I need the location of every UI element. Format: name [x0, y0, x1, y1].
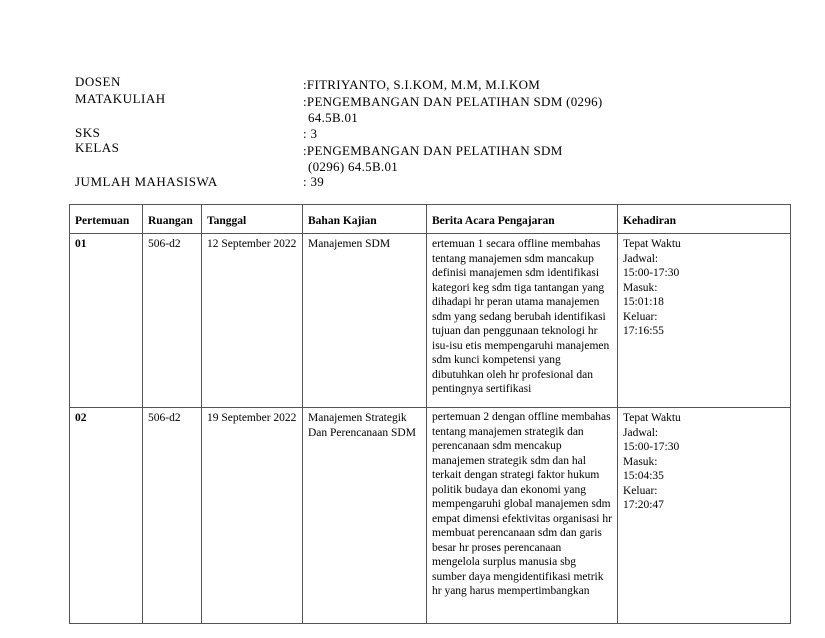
- jumlah-mahasiswa-label: JUMLAH MAHASISWA: [75, 174, 218, 189]
- col-header-kehadiran: Kehadiran: [618, 205, 791, 234]
- sks-value: : 3: [303, 126, 318, 141]
- kehadiran-jadwal: 15:00-17:30: [623, 267, 680, 279]
- bahan-kajian-cell: Manajemen Strategik Dan Perencanaan SDM: [303, 408, 427, 624]
- kelas-label: KELAS: [75, 140, 120, 155]
- kehadiran-status: Tepat Waktu: [623, 412, 681, 424]
- bahan-kajian-cell: Manajemen SDM: [303, 234, 427, 408]
- kehadiran-jadwal: 15:00-17:30: [623, 441, 680, 453]
- col-header-pertemuan: Pertemuan: [70, 205, 143, 234]
- col-header-tanggal: Tanggal: [202, 205, 303, 234]
- pertemuan-cell: 01: [70, 234, 143, 408]
- kelas-value-line1: :PENGEMBANGAN DAN PELATIHAN SDM: [303, 143, 563, 158]
- kehadiran-keluar: 17:20:47: [623, 499, 664, 511]
- matakuliah-value-line1: :PENGEMBANGAN DAN PELATIHAN SDM (0296): [303, 94, 603, 109]
- pertemuan-cell: 02: [70, 408, 143, 624]
- berita-acara-text: ertemuan 1 secara offline membahas tentang manajemen sdm mancakup definisi manajemen sdm identifikasi kategori keg sdm tiga tantangan yang dihadapi hr peran utama manajemen sdm yang sedang berubah identifikasi tujuan dan penggunaan teknologi hr isu-isu etis mempengaruhi manajemen sdm kunci kompetensi yang dibutuhkan oleh hr profesional dan pentingnya sertifikasi: [432, 238, 610, 395]
- kehadiran-status: Tepat Waktu: [623, 238, 681, 250]
- kehadiran-masuk: 15:04:35: [623, 470, 664, 482]
- kehadiran-keluar-label: Keluar:: [623, 310, 658, 323]
- jumlah-mahasiswa-value: : 39: [303, 174, 325, 189]
- kehadiran-cell: [618, 408, 791, 624]
- berita-acara-text: pertemuan 2 dengan offline membahas tentang manajemen strategik dan perencanaan sdm mencakup manajemen strategik sdm dan hal terkait dengan strategi faktor hukum politik budaya dan ekonomi yang mempengaruhi global manajemen sdm empat dimensi efektivitas organisasi hr membuat perencanaan sdm dan garis besar hr proses perencanaan mengelola surplus manusia sbg sumber daya mengidentifikasi metrik hr yang harus mempertimbangkan: [432, 411, 612, 597]
- table-header-row: [70, 205, 791, 234]
- kehadiran-masuk: 15:01:18: [623, 296, 664, 308]
- ruangan-cell: 506-d2: [143, 408, 202, 624]
- matakuliah-label: MATAKULIAH: [75, 91, 166, 106]
- table-row: [70, 234, 791, 408]
- col-header-berita-acara: Berita Acara Pengajaran: [427, 205, 618, 234]
- dosen-value: :FITRIYANTO, S.I.KOM, M.M, M.I.KOM: [303, 77, 541, 92]
- dosen-label: DOSEN: [75, 74, 121, 89]
- berita-acara-cell: [427, 408, 618, 624]
- table-row: [70, 408, 791, 624]
- col-header-bahan-kajian: Bahan Kajian: [303, 205, 427, 234]
- berita-acara-cell: [427, 234, 618, 408]
- col-header-ruangan: Ruangan: [143, 205, 202, 234]
- kehadiran-keluar: 17:16:55: [623, 325, 664, 337]
- kelas-value-line2: (0296) 64.5B.01: [308, 159, 399, 174]
- kehadiran-cell: [618, 234, 791, 408]
- ruangan-cell: 506-d2: [143, 234, 202, 408]
- kehadiran-jadwal-label: Jadwal:: [623, 252, 659, 265]
- kehadiran-masuk-label: Masuk:: [623, 281, 658, 294]
- tanggal-cell: 19 September 2022: [202, 408, 303, 624]
- kehadiran-keluar-label: Keluar:: [623, 484, 658, 497]
- matakuliah-value-line2: 64.5B.01: [308, 110, 359, 125]
- sks-label: SKS: [75, 125, 101, 140]
- tanggal-cell: 12 September 2022: [202, 234, 303, 408]
- kehadiran-masuk-label: Masuk:: [623, 455, 658, 468]
- kehadiran-jadwal-label: Jadwal:: [623, 426, 659, 439]
- berita-acara-table: [69, 204, 791, 624]
